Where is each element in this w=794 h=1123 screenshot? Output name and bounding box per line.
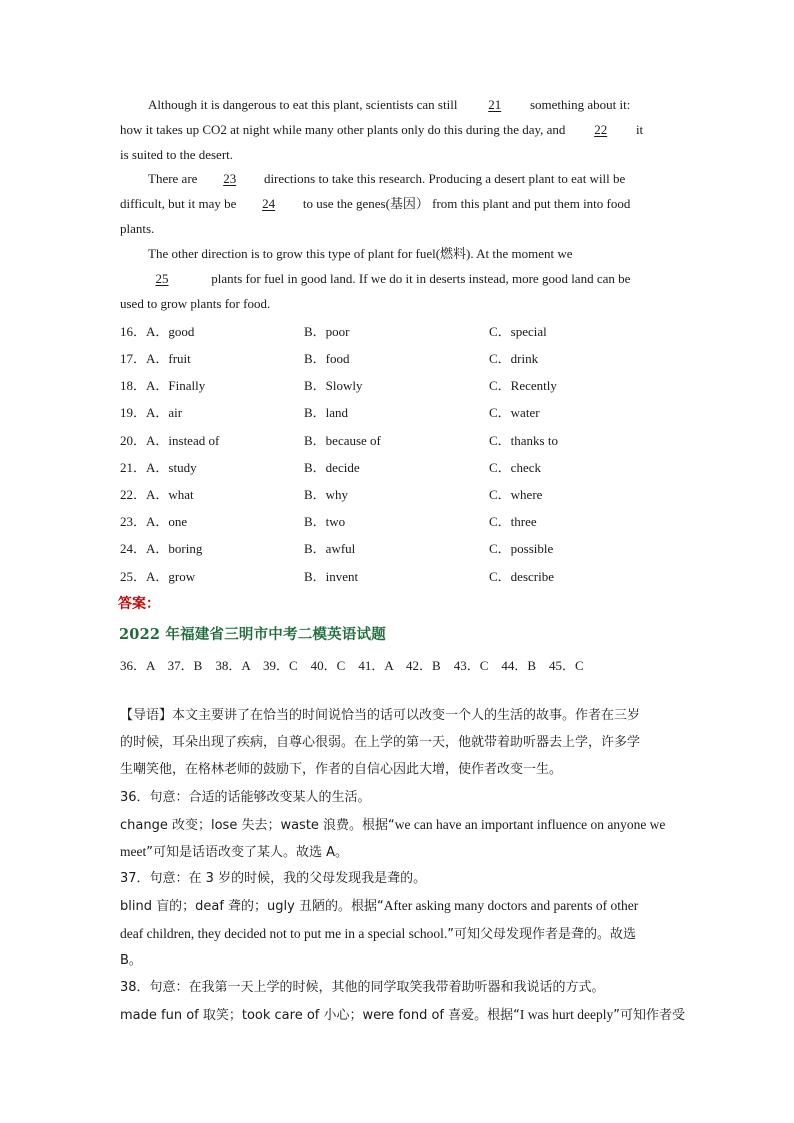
option-c: C．where: [489, 487, 543, 502]
option-row-22: [120, 484, 680, 504]
option-c: C．thanks to: [489, 433, 558, 448]
passage-text: is suited to the desert.: [120, 147, 234, 162]
guide-line-1: 【导语】本文主要讲了在恰当的时间说恰当的话可以改变一个人的生活的故事。作者在三岁: [120, 708, 641, 723]
q37-line-2: deaf children, they decided not to put me in a special school.”可知父母发现作者是聋的。故选: [120, 926, 637, 942]
q36-line-2: meet”可知是话语改变了某人。故选 A。: [120, 844, 349, 860]
option-a: 24．A．boring: [120, 541, 203, 556]
passage-text: plants.: [120, 221, 155, 236]
option-row-23: [120, 511, 680, 531]
option-a: 20．A．instead of: [120, 433, 220, 448]
passage-text: to use the genes(基因） from this plant and put them into food: [302, 196, 631, 211]
passage-text: something about it:: [529, 97, 631, 112]
option-b: B．Slowly: [304, 378, 363, 393]
option-a: 19．A．air: [120, 405, 183, 420]
passage-text: Although it is dangerous to eat this plant, scientists can still: [148, 97, 458, 112]
passage-paragraph-2: [120, 166, 675, 241]
q36-line-1: change 改变；lose 失去；waste 浪费。根据“we can have an important influence on anyone we: [120, 817, 666, 833]
option-row-20: [120, 430, 680, 450]
guide-line-3: 生嘲笑他，在格林老师的鼓励下，作者的自信心因此大增，使作者改变一生。: [120, 762, 563, 777]
option-c: C．check: [489, 460, 541, 475]
option-b: B．why: [304, 487, 349, 502]
option-c: C．water: [489, 405, 540, 420]
option-a: 21．A．study: [120, 460, 197, 475]
option-a: 16．A．good: [120, 324, 195, 339]
q36-title: 36．句意：合适的话能够改变某人的生活。: [120, 790, 371, 805]
passage-text: The other direction is to grow this type of plant for fuel(燃料). At the moment we: [148, 246, 573, 261]
answer-label: 答案：: [118, 596, 160, 612]
passage-text: used to grow plants for food.: [120, 296, 271, 311]
option-row-16: [120, 321, 680, 341]
option-c: C．special: [489, 324, 547, 339]
answer-keys: 36．A 37．B 38．A 39．C 40．C 41．A 42．B 43．C 44．B 45．C: [120, 658, 584, 673]
blank-25: 25: [155, 271, 169, 286]
exam-title: 2022 年福建省三明市中考二模英语试题: [119, 626, 386, 643]
passage-text: how it takes up CO2 at night while many other plants only do this during the day, and: [120, 122, 566, 137]
blank-22: 22: [594, 122, 608, 137]
option-row-18: [120, 375, 680, 395]
option-c: C．describe: [489, 569, 554, 584]
passage-text: plants for fuel in good land. If we do it in deserts instead, more good land can be: [211, 271, 631, 286]
passage-paragraph-3: [120, 241, 675, 316]
option-b: B．poor: [304, 324, 350, 339]
q38-title: 38．句意：在我第一天上学的时候，其他的同学取笑我带着助听器和我说话的方式。: [120, 980, 605, 995]
option-a: 22．A．what: [120, 487, 194, 502]
option-a: 25．A．grow: [120, 569, 196, 584]
option-b: B．food: [304, 351, 350, 366]
blank-23: 23: [223, 171, 237, 186]
option-b: B．because of: [304, 433, 381, 448]
option-c: C．three: [489, 514, 537, 529]
guide-line-2: 的时候，耳朵出现了疾病，自尊心很弱。在上学的第一天，他就带着助听器去上学，许多学: [120, 735, 641, 750]
blank-24: 24: [262, 196, 276, 211]
option-c: C．Recently: [489, 378, 557, 393]
option-a: 23．A．one: [120, 514, 188, 529]
passage-text: it: [635, 122, 644, 137]
option-b: B．awful: [304, 541, 356, 556]
option-a: 17．A．fruit: [120, 351, 191, 366]
passage-text: There are: [148, 171, 198, 186]
passage-paragraph-1: [120, 92, 675, 167]
passage-text: difficult, but it may be: [120, 196, 237, 211]
option-c: C．drink: [489, 351, 539, 366]
passage-text: directions to take this research. Producing a desert plant to eat will be: [263, 171, 626, 186]
option-b: B．invent: [304, 569, 359, 584]
q38-line-1: made fun of 取笑；took care of 小心；were fond of 喜爱。根据“I was hurt deeply”可知作者受: [120, 1007, 685, 1023]
option-row-24: [120, 538, 680, 558]
blank-21: 21: [488, 97, 502, 112]
option-row-17: [120, 348, 680, 368]
option-b: B．two: [304, 514, 346, 529]
option-b: B．land: [304, 405, 349, 420]
option-row-19: [120, 402, 680, 422]
q37-title: 37．句意：在 3 岁的时候，我的父母发现我是聋的。: [120, 871, 427, 886]
option-a: 18．A．Finally: [120, 378, 206, 393]
q37-line-3: B。: [120, 953, 142, 968]
option-b: B．decide: [304, 460, 360, 475]
q37-line-1: blind 盲的；deaf 聋的；ugly 丑陋的。根据“After asking many doctors and parents of other: [120, 898, 639, 914]
option-row-21: [120, 457, 680, 477]
option-row-25: [120, 566, 680, 586]
option-c: C．possible: [489, 541, 554, 556]
